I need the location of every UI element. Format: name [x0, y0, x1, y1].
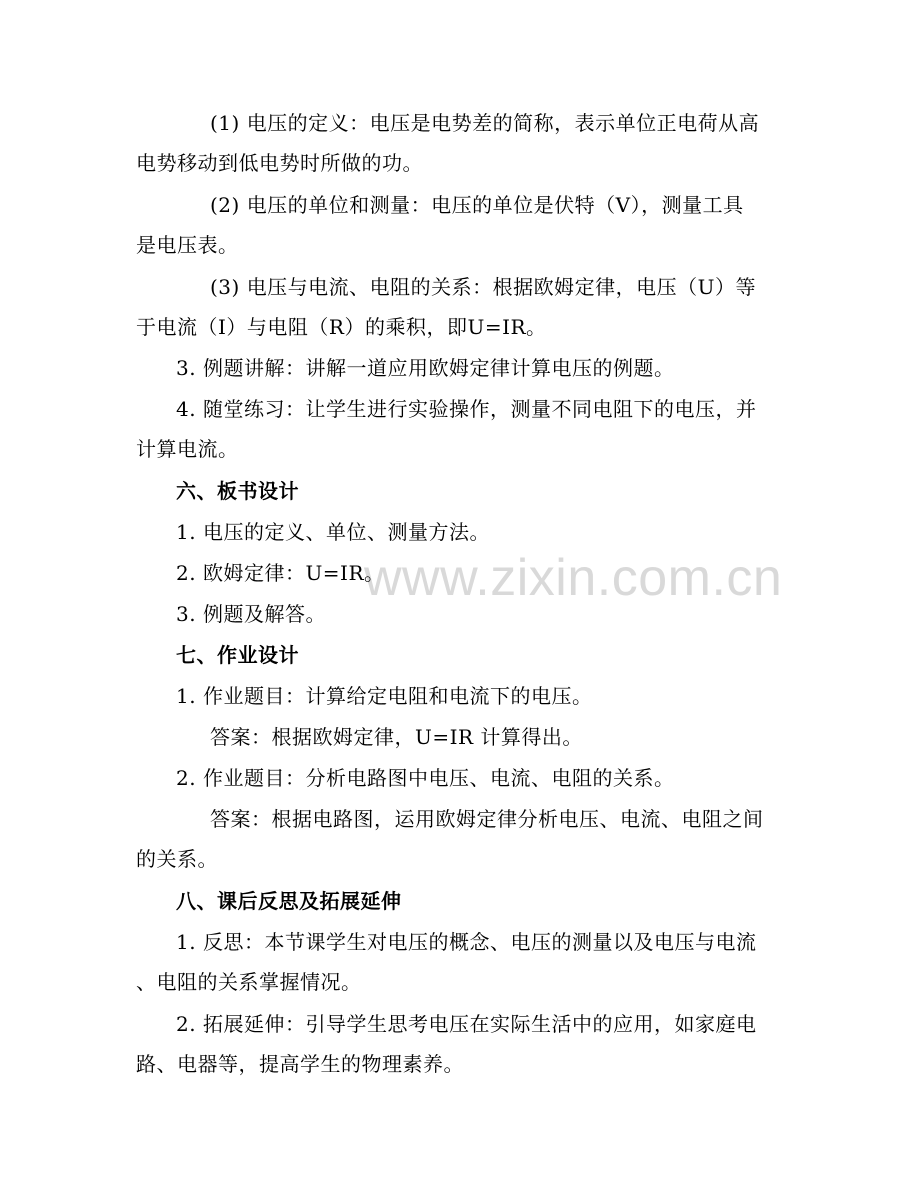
homework-answer-2-line-1: 答案：根据电路图，运用欧姆定律分析电压、电流、电阻之间: [210, 807, 764, 831]
voltage-unit-line-1: (2) 电压的单位和测量：电压的单位是伏特（V），测量工具: [210, 193, 744, 217]
homework-answer-2-line-2: 的关系。: [136, 847, 218, 871]
practice-step-line-1: 4. 随堂练习：让学生进行实验操作，测量不同电阻下的电压，并: [176, 397, 757, 421]
voltage-unit-line-2: 是电压表。: [136, 233, 239, 257]
example-step: 3. 例题讲解：讲解一道应用欧姆定律计算电压的例题。: [176, 356, 675, 380]
reflection-item-1-line-1: 1. 反思：本节课学生对电压的概念、电压的测量以及电压与电流: [176, 930, 757, 954]
voltage-definition-line-1: (1) 电压的定义：电压是电势差的简称，表示单位正电荷从高: [210, 111, 760, 135]
homework-question-2: 2. 作业题目：分析电路图中电压、电流、电阻的关系。: [176, 766, 675, 790]
watermark: www.zixin.com.cn: [364, 549, 783, 607]
section-heading-homework: 七、作业设计: [176, 643, 299, 667]
voltage-relation-line-1: (3) 电压与电流、电阻的关系：根据欧姆定律，电压（U）等: [210, 275, 757, 299]
homework-question-1: 1. 作业题目：计算给定电阻和电流下的电压。: [176, 684, 593, 708]
homework-answer-1: 答案：根据欧姆定律，U=IR 计算得出。: [210, 725, 583, 749]
extension-item-2-line-1: 2. 拓展延伸：引导学生思考电压在实际生活中的应用，如家庭电: [176, 1012, 757, 1036]
board-item-1: 1. 电压的定义、单位、测量方法。: [176, 520, 490, 544]
board-item-2: 2. 欧姆定律：U=IR。: [176, 561, 385, 585]
section-heading-reflection: 八、课后反思及拓展延伸: [176, 889, 402, 913]
section-heading-board-design: 六、板书设计: [176, 479, 299, 503]
voltage-relation-line-2: 于电流（I）与电阻（R）的乘积，即U=IR。: [136, 315, 547, 339]
extension-item-2-line-2: 路、电器等，提高学生的物理素养。: [136, 1052, 464, 1076]
board-item-3: 3. 例题及解答。: [176, 602, 326, 626]
practice-step-line-2: 计算电流。: [136, 437, 239, 461]
reflection-item-1-line-2: 、电阻的关系掌握情况。: [136, 970, 362, 994]
voltage-definition-line-2: 电势移动到低电势时所做的功。: [136, 151, 423, 175]
